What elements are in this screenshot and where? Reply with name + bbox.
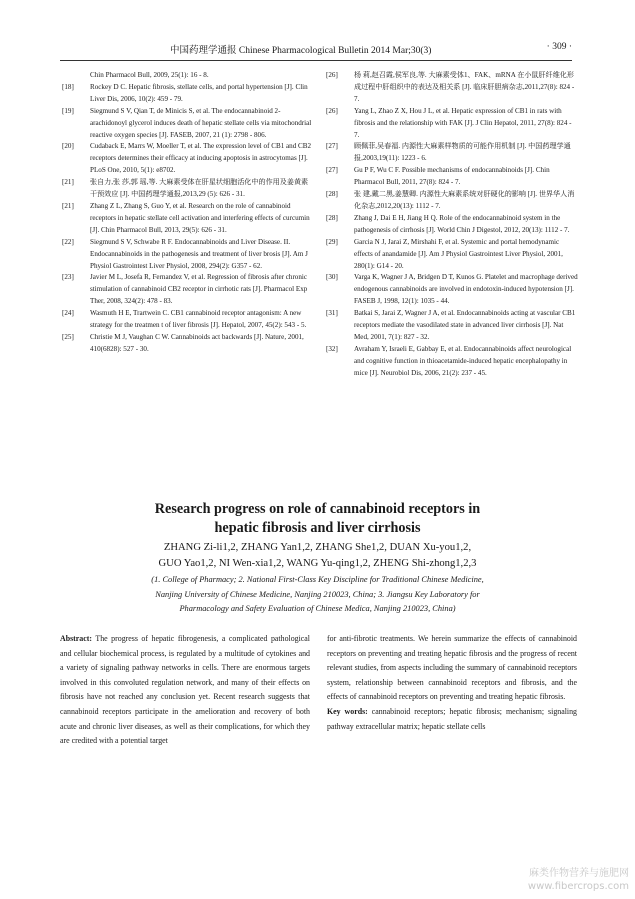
reference-item [64, 332, 312, 356]
reference-item [328, 106, 578, 142]
abstract-right [327, 632, 577, 734]
title-line-1: Research progress on role of cannabinoid receptors in [154, 501, 481, 517]
reference-text: 张自力,张 莎,郭 瑶,等. 大麻素受体在肝星状细胞活化中的作用及姜黄素干预效应 [J]. 中国药理学通报,2013,29 (5): 626 - 31. [90, 178, 309, 199]
affiliations [60, 573, 575, 617]
reference-item [64, 201, 312, 237]
reference-number: [28] [326, 213, 338, 222]
reference-item [64, 237, 312, 273]
article-title [60, 500, 575, 538]
reference-text: Christie M J, Vaughan C W. Cannabinoids act backwards [J]. Nature, 2001, 410(6828): 527 - 30. [90, 332, 304, 353]
keywords-label: Key words: [327, 706, 368, 716]
journal-header: 中国药理学通报 Chinese Pharmacological Bulletin 2014 Mar;30(3) [170, 46, 432, 56]
author-list [60, 540, 575, 572]
watermark [528, 867, 629, 893]
reference-number: [32] [326, 344, 338, 353]
reference-item [64, 308, 312, 332]
running-header [60, 42, 572, 58]
abstract-text-right: for anti-fibrotic treatments. We herein summarize the effects of cannabinoid receptors on preventing and treating hepatic fibrosis and the progress of recent relevant studies, from aspects including the summary of cannabinoid receptors system, relationship between cannabinoid receptors and fibrosis, and the effects of cannabinoid receptors on preventing and treating hepatic fibrosis. [327, 634, 577, 702]
references-left-column [64, 70, 312, 356]
reference-number: [26] [326, 106, 338, 115]
references-right-column [328, 70, 578, 380]
reference-number: [24] [62, 309, 74, 318]
abstract-left [60, 632, 310, 749]
reference-item [328, 237, 578, 273]
reference-number: [31] [326, 309, 338, 318]
reference-text: 顾佩菲,吴春福. 内源性大麻素样物质的可能作用机制 [J]. 中国药理学通报,2003,19(11): 1223 - 6. [354, 142, 571, 163]
reference-item [64, 272, 312, 308]
reference-text: Varga K, Wagner J A, Bridgen D T, Kunos G. Platelet and macrophage derived endogenous cannabinoids are involved in endotoxin-induced hypotension [J]. FASEB J, 1998, 12(1): 1035 - 44. [354, 273, 578, 306]
reference-number: [21] [62, 178, 74, 187]
authors-line-1: ZHANG Zi-li1,2, ZHANG Yan1,2, ZHANG She1,2, DUAN Xu-you1,2, [163, 542, 472, 553]
reference-number: [18] [62, 82, 74, 91]
watermark-line-1: 麻类作物营养与施肥网 [529, 868, 629, 879]
reference-item [328, 141, 578, 165]
reference-text: Avraham Y, Israeli E, Gabbay E, et al. Endocannabinoids affect neurological and cognitive function in thioacetamide-induced hepatic encephalopathy in mice [J]. Neurobiol Dis, 2006, 21(2): 237 - 45. [354, 344, 572, 377]
header-rule [60, 60, 572, 61]
reference-text: Batkai S, Jarai Z, Wagner J A, et al. Endocannabinoids acting at vascular CB1 receptors mediate the vasodilated state in advanced liver cirrhosis [J]. Nat Med, 2001, 7(1): 827 - 32. [354, 309, 576, 341]
reference-number: [21] [62, 201, 74, 210]
reference-text: Siegmund S V, Qian T, de Minicis S, et al. The endocannabinoid 2-arachidonoyl glycerol induces death of hepatic stellate cells via mitochondrial reactive oxygen species [J]. FASEB, 2007, 21 (1): 2798 - 806. [90, 106, 312, 139]
reference-number: [19] [62, 106, 74, 115]
reference-text: Zhang Z L, Zhang S, Guo Y, et al. Research on the role of cannabinoid receptors in hepatic stellate cell activation and interfering effects of curcumin [J]. Chin Pharmacol Bull, 2013, 29(5): 626 - 31. [90, 201, 310, 234]
reference-number: [26] [326, 71, 338, 79]
reference-item [328, 272, 578, 308]
reference-number: [27] [326, 166, 338, 175]
reference-item [328, 308, 578, 344]
reference-text: Siegmund S V, Schwabe R F. Endocannabinoids and Liver Disease. II. Endocannabinoids in the pathogenesis and treatment of liver brosis [J]. Am J Physiol Gastrointest Liver Physiol, 2008, 294(2): G357 - 62. [90, 237, 308, 270]
reference-item [64, 82, 312, 106]
affil-line-2: Nanjing University of Chinese Medicine, Nanjing 210023, China; 3. Jiangsu Key Laboratory for [155, 589, 480, 599]
keywords [327, 705, 577, 734]
reference-text: 张 建,戴二黑,姜慧卿. 内源性大麻素系统对肝硬化的影响 [J]. 世界华人消化杂志,2012,20(13): 1112 - 7. [354, 190, 575, 210]
abstract-text-left: The progress of hepatic fibrogenesis, a complicated pathological and cellular biochemical process, is regulated by a multitude of cytokines and a variety of signaling pathway networks in cells. There are enormous targets involved in this convoluted regulation network, and many of their effects on fibrosis have not reached any conclusion yet. Recent research suggests that cannabinoid receptors participate in the amelioration and recovery of both acute and chronic liver diseases, as well as their complications, for which they are credited with a potential target [60, 634, 310, 746]
reference-item [328, 70, 578, 106]
reference-text: Yang L, Zhao Z X, Hou J L, et al. Hepatic expression of CB1 in rats with fibrosis and the relationship with FAK [J]. J Clin Hepatol, 2011, 27(8): 824 - 7. [354, 106, 572, 139]
watermark-line-2: www.fibercrops.com [527, 881, 629, 892]
reference-text: Cudaback E, Marrs W, Moeller T, et al. The expression level of CB1 and CB2 receptors determines their efficacy at inducing apoptosis in astrocytomas [J]. PLoS One, 2010, 5(1): e8702. [90, 142, 312, 175]
reference-item [328, 213, 578, 237]
reference-item [64, 177, 312, 201]
reference-text: 杨 莉,赵召霞,侯军良,等. 大麻素受体1、FAK、mRNA 在小鼠肝纤维化形成过程中肝组织中的表达及相关系 [J]. 临床肝胆病杂志,2011,27(8): 824 - 7. [354, 71, 575, 103]
affil-line-3: Pharmacology and Safety Evaluation of Chinese Medica, Nanjing 210023, China) [179, 604, 456, 613]
reference-text: Chin Pharmacol Bull, 2009, 25(1): 16 - 8. [90, 71, 209, 79]
affil-line-1: (1. College of Pharmacy; 2. National First-Class Key Discipline for Traditional Chinese Medicine, [151, 575, 484, 584]
reference-number: [23] [62, 273, 74, 282]
abstract-label: Abstract: [60, 634, 92, 643]
reference-number: [22] [62, 237, 74, 246]
reference-item [64, 106, 312, 142]
reference-item [64, 141, 312, 177]
reference-text: Wasmuth H E, Trartwein C. CB1 cannabinoid receptor antagonism: A new strategy for the treatmen t of liver fibrosis [J]. Hepatol, 2007, 45(2): 543 - 5. [90, 309, 307, 330]
reference-number: [20] [62, 142, 74, 151]
title-line-2: hepatic fibrosis and liver cirrhosis [214, 520, 421, 536]
reference-number: [30] [326, 273, 338, 282]
reference-text: Javier M L, Josefa R, Fernandez V, et al. Regression of fibrosis after chronic stimulation of cannabinoid CB2 receptor in cirrhotic rats [J]. Pharmacol Exp Ther, 2008, 324(2): 478 - 83. [90, 273, 308, 306]
reference-number: [29] [326, 237, 338, 246]
reference-text: Gu P F, Wu C F. Possible mechanisms of endocannabinoids [J]. Chin Pharmacol Bull, 2011, 27(8): 824 - 7. [354, 166, 550, 187]
authors-line-2: GUO Yao1,2, NI Wen-xia1,2, WANG Yu-qing1,2, ZHENG Shi-zhong1,2,3 [158, 558, 477, 569]
reference-number: [28] [326, 190, 338, 199]
reference-text: Garcia N J, Jarai Z, Mirshahi F, et al. Systemic and portal hemodynamic effects of anandamide [J]. Am J Physiol Gastrointest Liver Physiol, 2001, 280(1): G14 - 20. [354, 237, 563, 270]
reference-text: Zhang J, Dai E H, Jiang H Q. Role of the endocannabinoid system in the pathogenesis of cirrhosis [J]. World Chin J Digestol, 2012, 20(13): 1112 - 7. [354, 213, 570, 234]
reference-number: [25] [62, 332, 74, 341]
reference-text: Rockey D C. Hepatic fibrosis, stellate cells, and portal hypertension [J]. Clin Liver Dis, 2006, 10(2): 459 - 79. [90, 82, 308, 103]
page-number: · 309 · [546, 42, 572, 52]
reference-item [328, 189, 578, 213]
keywords-text: cannabinoid receptors; hepatic fibrosis; mechanism; signaling pathway extracellular matrix; hepatic stellate cells [327, 706, 577, 731]
reference-item [328, 165, 578, 189]
reference-item [64, 70, 312, 82]
reference-number: [27] [326, 142, 338, 151]
reference-item [328, 344, 578, 380]
